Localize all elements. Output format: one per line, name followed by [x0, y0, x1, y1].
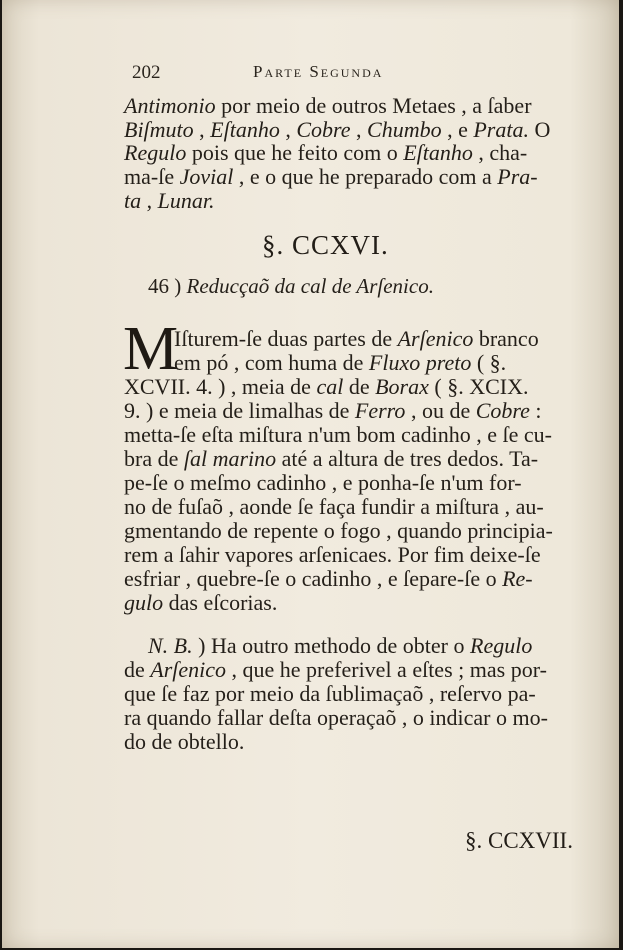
text-segment: até a altura de tres dedos. Ta-	[276, 446, 539, 471]
text-line	[124, 164, 584, 189]
text-line	[124, 657, 584, 682]
text-line	[124, 590, 277, 615]
text-segment: ( §. XCIX.	[428, 374, 529, 399]
section-subheading	[148, 274, 434, 299]
text-line	[124, 140, 584, 165]
text-segment: gmentando de repente o fogo , quando principia-	[124, 518, 553, 543]
text-segment: XCVII. 4. ) , meia de	[124, 374, 317, 399]
text-segment: 9. ) e meia de limalhas de	[124, 398, 355, 423]
text-segment: O	[528, 117, 551, 142]
page-header	[132, 60, 462, 86]
italic-word: Antimonio	[124, 93, 216, 118]
drop-cap: M	[123, 315, 179, 383]
text-segment: por meio de outros Metaes , a ſaber	[215, 93, 532, 118]
text-segment: ,	[279, 117, 297, 142]
catchword: §. CCXVII.	[465, 828, 573, 853]
text-segment: , que he preferivel a eſtes ; mas por-	[226, 657, 547, 682]
text-segment: , cha-	[472, 140, 528, 165]
text-line	[148, 633, 584, 658]
italic-word: Arſenico	[150, 657, 227, 682]
text-line	[124, 446, 584, 471]
italic-word: Jovial	[179, 164, 234, 189]
text-segment: de	[343, 374, 376, 399]
subheading-number: 46 )	[148, 274, 182, 298]
italic-word: Fluxo preto	[368, 350, 472, 375]
text-segment: ,	[141, 188, 158, 213]
text-segment: metta-ſe eſta miſtura n'um bom cadinho , e ſe cu-	[124, 422, 552, 447]
text-segment: em pó , com huma de	[174, 350, 369, 375]
text-segment: de	[124, 657, 151, 682]
italic-word: ta	[124, 188, 142, 213]
text-segment: ma-ſe	[124, 164, 180, 189]
text-line	[174, 350, 584, 375]
text-line	[124, 681, 584, 706]
italic-word: Biſmuto	[124, 117, 194, 142]
text-line	[174, 326, 584, 351]
book-page	[2, 0, 619, 948]
text-line	[124, 422, 584, 447]
text-segment: no de fuſaõ , aonde ſe faça fundir a miſtura , au-	[124, 494, 544, 519]
text-segment: ra quando fallar deſta operaçaõ , o indicar o mo-	[124, 705, 548, 730]
text-segment: das eſcorias.	[163, 590, 278, 615]
text-line	[124, 188, 214, 213]
italic-word: Eſtanho	[210, 117, 280, 142]
text-line	[124, 705, 584, 730]
italic-word: Borax	[375, 374, 429, 399]
text-line	[124, 93, 566, 118]
text-segment: rem a ſahir vapores arſenicaes. Por fim deixe-ſe	[124, 542, 541, 567]
italic-word: Eſtanho	[403, 140, 473, 165]
italic-word: ſal marino	[183, 446, 277, 471]
text-line	[124, 470, 584, 495]
text-line	[124, 374, 584, 399]
text-segment: , ou de	[405, 398, 476, 423]
italic-word: Arſenico	[397, 326, 474, 351]
italic-word: cal	[316, 374, 344, 399]
section-heading: §. CCXVI.	[262, 230, 389, 260]
text-segment: branco	[473, 326, 539, 351]
subheading-title: Reducçaõ da cal de Arſenico.	[186, 274, 434, 298]
page-number: 202	[132, 62, 161, 83]
italic-word: gulo	[124, 590, 164, 615]
italic-word: Chumbo	[367, 117, 442, 142]
running-title: Parte Segunda	[253, 62, 384, 81]
text-segment: ) Ha outro methodo de obter o	[192, 633, 470, 658]
text-line	[124, 729, 244, 754]
text-line	[124, 518, 584, 543]
text-segment: do de obtello.	[124, 729, 245, 754]
text-segment: , e	[441, 117, 474, 142]
text-segment: pe-ſe o meſmo cadinho , e ponha-ſe n'um for-	[124, 470, 522, 495]
italic-word: N. B.	[148, 633, 193, 658]
text-segment: :	[529, 398, 542, 423]
text-segment: , e o que he preparado com a	[233, 164, 498, 189]
text-segment: Iſturem-ſe duas partes de	[174, 326, 398, 351]
text-line	[124, 117, 584, 142]
text-line	[124, 494, 584, 519]
text-line	[124, 566, 584, 591]
italic-word: Cobre	[296, 117, 351, 142]
text-segment: bra de	[124, 446, 184, 471]
italic-word: Cobre	[475, 398, 530, 423]
italic-word: Pra-	[497, 164, 538, 189]
text-segment: ,	[350, 117, 368, 142]
text-segment: ,	[193, 117, 211, 142]
italic-word: Ferro	[354, 398, 406, 423]
text-segment: ( §.	[471, 350, 507, 375]
text-line	[124, 398, 584, 423]
text-segment: que ſe faz por meio da ſublimaçaõ , reſervo pa-	[124, 681, 536, 706]
text-segment: pois que he feito com o	[186, 140, 404, 165]
italic-word: Prata.	[473, 117, 529, 142]
italic-word: Regulo	[470, 633, 533, 658]
text-line	[124, 542, 584, 567]
italic-word: Regulo	[124, 140, 187, 165]
italic-word: Re-	[502, 566, 533, 591]
text-segment: esfriar , quebre-ſe o cadinho , e ſepare-ſe o	[124, 566, 503, 591]
italic-word: Lunar.	[157, 188, 215, 213]
